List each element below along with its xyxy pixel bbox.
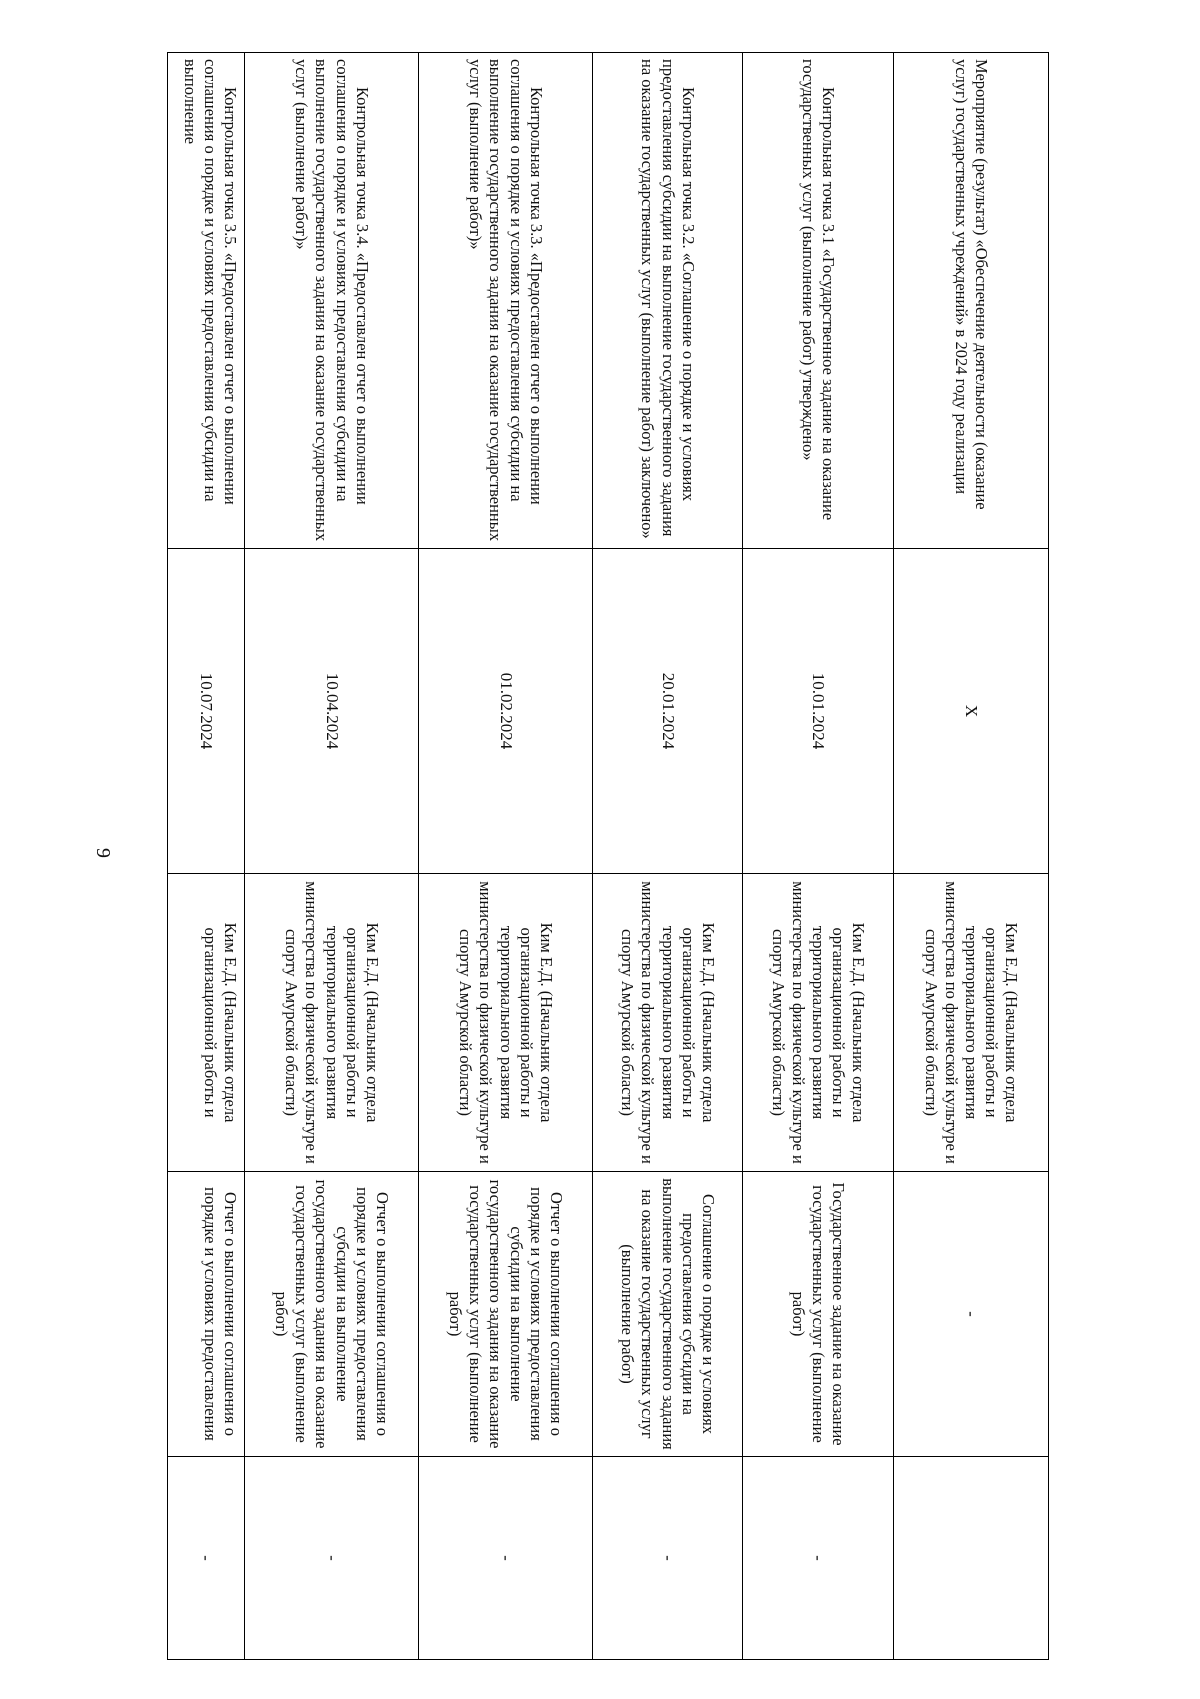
date-cell: Х [894, 549, 1049, 874]
document-cell: Соглашение о порядке и условиях предоставления субсидии на выполнение государственного задания на оказание государственных услуг (выполнение работ) [593, 1172, 743, 1457]
table-row [743, 53, 894, 1660]
date-cell: 10.04.2024 [245, 549, 419, 874]
date-cell: 10.01.2024 [743, 549, 894, 874]
date-cell: 10.07.2024 [168, 549, 245, 874]
responsible-cell: Ким Е.Д. (Начальник отдела организационной работы и [168, 874, 245, 1172]
document-cell: Отчет о выполнении соглашения о порядке и условиях предоставления [168, 1172, 245, 1457]
control-point-name-cell: Контрольная точка 3.3. «Предоставлен отчет о выполнении соглашения о порядке и условиях предоставления субсидии на выполнение государственного задания на оказание государственных услуг (выполнение работ)» [419, 53, 593, 549]
responsible-cell: Ким Е.Д. (Начальник отдела организационной работы и территориального развития министерства по физической культуре и спорту Амурской области) [419, 874, 593, 1172]
rotated-page-content [168, 52, 1049, 1659]
responsible-cell: Ким Е.Д. (Начальник отдела организационной работы и территориального развития министерства по физической культуре и спорту Амурской области) [245, 874, 419, 1172]
page-number: 9 [92, 848, 114, 858]
responsible-cell: Ким Е.Д. (Начальник отдела организационной работы и территориального развития министерства по физической культуре и спорту Амурской области) [894, 874, 1049, 1172]
table-row [168, 53, 245, 1660]
document-cell: Государственное задание на оказание государственных услуг (выполнение работ) [743, 1172, 894, 1457]
document-cell: - [894, 1172, 1049, 1457]
table-row [593, 53, 743, 1660]
date-cell: 20.01.2024 [593, 549, 743, 874]
table-row [419, 53, 593, 1660]
event-name-cell: Мероприятие (результат) «Обеспечение деятельности (оказание услуг) государственных учреждений» в 2024 году реализации [894, 53, 1049, 549]
info-system-cell: - [743, 1457, 894, 1660]
control-point-name-cell: Контрольная точка 3.4. «Предоставлен отчет о выполнении соглашения о порядке и условиях предоставления субсидии на выполнение государственного задания на оказание государственных услуг (выполнение работ)» [245, 53, 419, 549]
table-row [894, 53, 1049, 1660]
responsible-cell: Ким Е.Д. (Начальник отдела организационной работы и территориального развития министерства по физической культуре и спорту Амурской области) [743, 874, 894, 1172]
date-cell: 01.02.2024 [419, 549, 593, 874]
info-system-cell: - [419, 1457, 593, 1660]
info-system-cell: - [245, 1457, 419, 1660]
control-points-table [167, 52, 1049, 1660]
info-system-cell: - [168, 1457, 245, 1660]
control-point-name-cell: Контрольная точка 3.5. «Предоставлен отчет о выполнении соглашения о порядке и условиях предоставления субсидии на выполнение [168, 53, 245, 549]
table-row [245, 53, 419, 1660]
control-point-name-cell: Контрольная точка 3.1 «Государственное задание на оказание государственных услуг (выполнение работ) утверждено» [743, 53, 894, 549]
control-point-name-cell: Контрольная точка 3.2. «Соглашение о порядке и условиях предоставления субсидии на выполнение государственного задания на оказание государственных услуг (выполнение работ) заключено» [593, 53, 743, 549]
info-system-cell: - [593, 1457, 743, 1660]
document-cell: Отчет о выполнении соглашения о порядке и условиях предоставления субсидии на выполнение государственного задания на оказание государственных услуг (выполнение работ) [245, 1172, 419, 1457]
document-cell: Отчет о выполнении соглашения о порядке и условиях предоставления субсидии на выполнение государственного задания на оказание государственных услуг (выполнение работ) [419, 1172, 593, 1457]
info-system-cell [894, 1457, 1049, 1660]
responsible-cell: Ким Е.Д. (Начальник отдела организационной работы и территориального развития министерства по физической культуре и спорту Амурской области) [593, 874, 743, 1172]
